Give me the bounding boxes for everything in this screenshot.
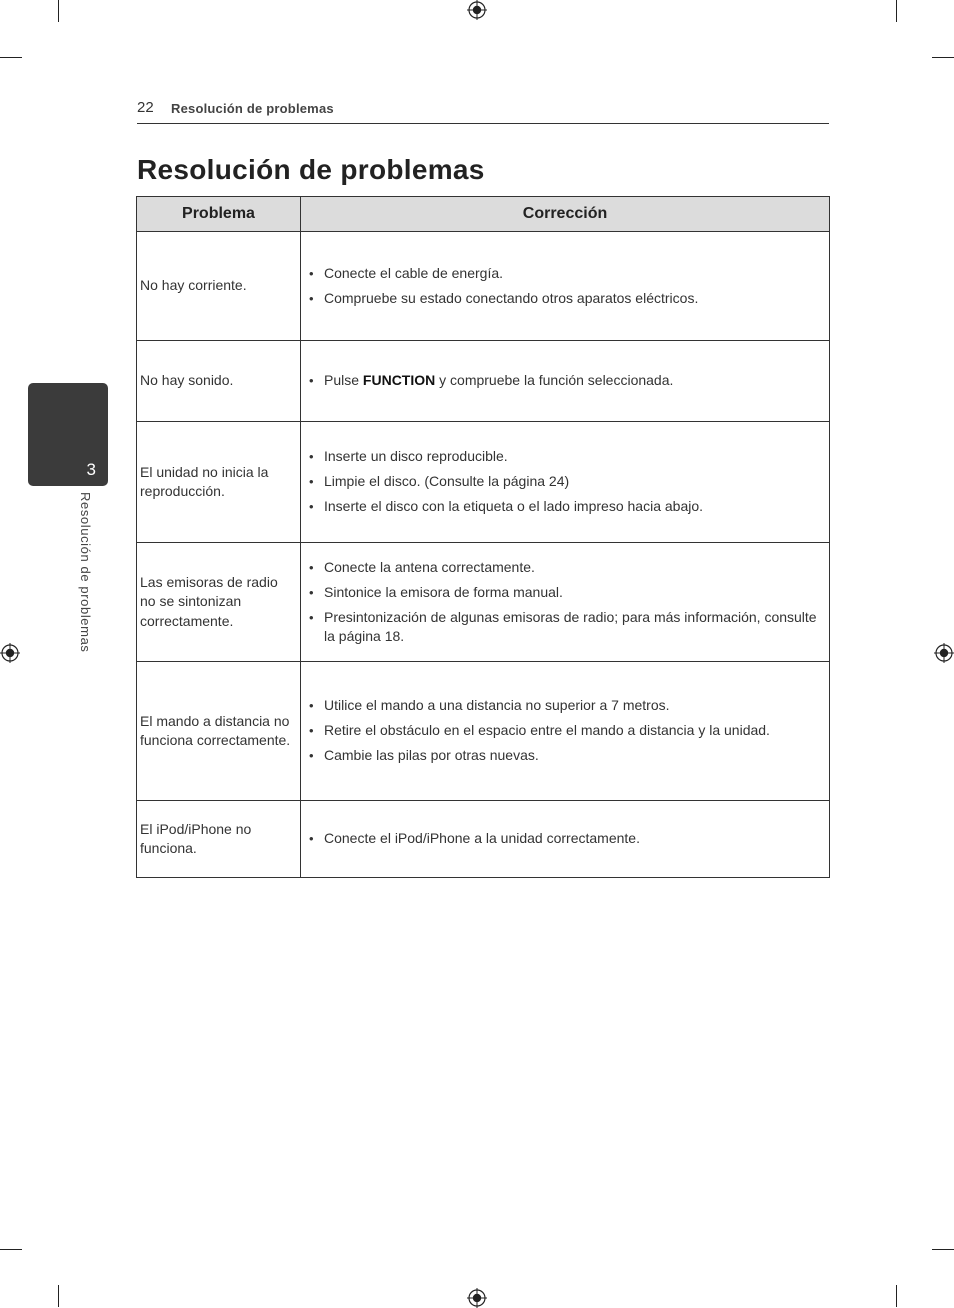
table-row [137, 543, 830, 662]
correction-cell [301, 341, 830, 422]
correction-text: Inserte el disco con la etiqueta o el lado impreso hacia abajo. [324, 498, 704, 515]
bullet-icon: • [309, 831, 314, 847]
bullet-icon: • [309, 373, 314, 389]
list-item [309, 583, 823, 603]
running-header [137, 99, 829, 124]
table-row [137, 662, 830, 801]
list-item [309, 558, 823, 578]
table-row [137, 341, 830, 422]
correction-text: Conecte la antena correctamente. [324, 558, 535, 575]
correction-cell [301, 543, 830, 662]
list-item [309, 497, 823, 517]
crop-mark [58, 0, 59, 22]
correction-cell [301, 662, 830, 801]
crop-mark [896, 0, 897, 22]
correction-list [309, 829, 823, 849]
correction-text: Conecte el iPod/iPhone a la unidad correctamente. [324, 830, 640, 847]
running-title: Resolución de problemas [171, 101, 334, 116]
problem-cell: El iPod/iPhone no funciona. [137, 801, 301, 878]
table-row [137, 232, 830, 341]
problem-cell: El mando a distancia no funciona correctamente. [137, 662, 301, 801]
troubleshooting-table [136, 196, 830, 878]
page-title: Resolución de problemas [137, 154, 485, 185]
bullet-icon: • [309, 474, 314, 490]
correction-text: Cambie las pilas por otras nuevas. [324, 747, 539, 764]
crop-mark [0, 1249, 22, 1250]
correction-text: Retire el obstáculo en el espacio entre el mando a distancia y la unidad. [324, 722, 770, 739]
bullet-icon: • [309, 584, 314, 600]
list-item [309, 264, 823, 284]
correction-text-post: y compruebe la función seleccionada. [435, 372, 674, 389]
correction-list [309, 558, 823, 647]
registration-mark-icon [934, 643, 954, 663]
registration-mark-icon [467, 1288, 487, 1308]
correction-list [309, 447, 823, 517]
crop-mark [896, 1285, 897, 1307]
bullet-icon: • [309, 723, 314, 739]
chapter-number: 3 [86, 460, 96, 479]
chapter-tab [28, 383, 108, 486]
correction-list [309, 696, 823, 766]
column-header-correction: Corrección [301, 197, 830, 232]
crop-mark [932, 1249, 954, 1250]
correction-cell [301, 801, 830, 878]
bullet-icon: • [309, 609, 314, 625]
correction-text: Presintonización de algunas emisoras de radio; para más información, consulte la página 18. [324, 608, 817, 644]
registration-mark-icon [467, 0, 487, 20]
table-row [137, 801, 830, 878]
correction-text: Limpie el disco. (Consulte la página 24) [324, 473, 570, 490]
bullet-icon: • [309, 449, 314, 465]
function-key-label: FUNCTION [362, 372, 436, 389]
bullet-icon: • [309, 559, 314, 575]
page-number: 22 [137, 99, 154, 116]
list-item [309, 721, 823, 741]
list-item [309, 371, 823, 391]
correction-text: Utilice el mando a una distancia no superior a 7 metros. [324, 697, 670, 714]
bullet-icon: • [309, 748, 314, 764]
bullet-icon: • [309, 698, 314, 714]
list-item [309, 829, 823, 849]
problem-cell: No hay sonido. [137, 341, 301, 422]
bullet-icon: • [309, 499, 314, 515]
crop-mark [58, 1285, 59, 1307]
bullet-icon: • [309, 290, 314, 306]
correction-text: Conecte el cable de energía. [324, 264, 504, 281]
list-item [309, 447, 823, 467]
list-item [309, 746, 823, 766]
column-header-problem: Problema [137, 197, 301, 232]
crop-mark [932, 57, 954, 58]
table-header-row [137, 197, 830, 232]
correction-cell [301, 232, 830, 341]
list-item [309, 289, 823, 309]
registration-mark-icon [0, 643, 20, 663]
list-item [309, 696, 823, 716]
correction-text: Sintonice la emisora de forma manual. [324, 583, 563, 600]
table-row [137, 422, 830, 543]
correction-text: Compruebe su estado conectando otros aparatos eléctricos. [324, 289, 699, 306]
crop-mark [0, 57, 22, 58]
correction-list [309, 264, 823, 309]
correction-cell [301, 422, 830, 543]
problem-cell: No hay corriente. [137, 232, 301, 341]
chapter-label: Resolución de problemas [78, 492, 93, 653]
correction-list [309, 371, 823, 391]
bullet-icon: • [309, 265, 314, 281]
problem-cell: Las emisoras de radio no se sintonizan correctamente. [137, 543, 301, 662]
list-item [309, 608, 823, 647]
list-item [309, 472, 823, 492]
correction-text: Inserte un disco reproducible. [324, 448, 508, 465]
problem-cell: El unidad no inicia la reproducción. [137, 422, 301, 543]
correction-text-pre: Pulse [324, 372, 363, 389]
